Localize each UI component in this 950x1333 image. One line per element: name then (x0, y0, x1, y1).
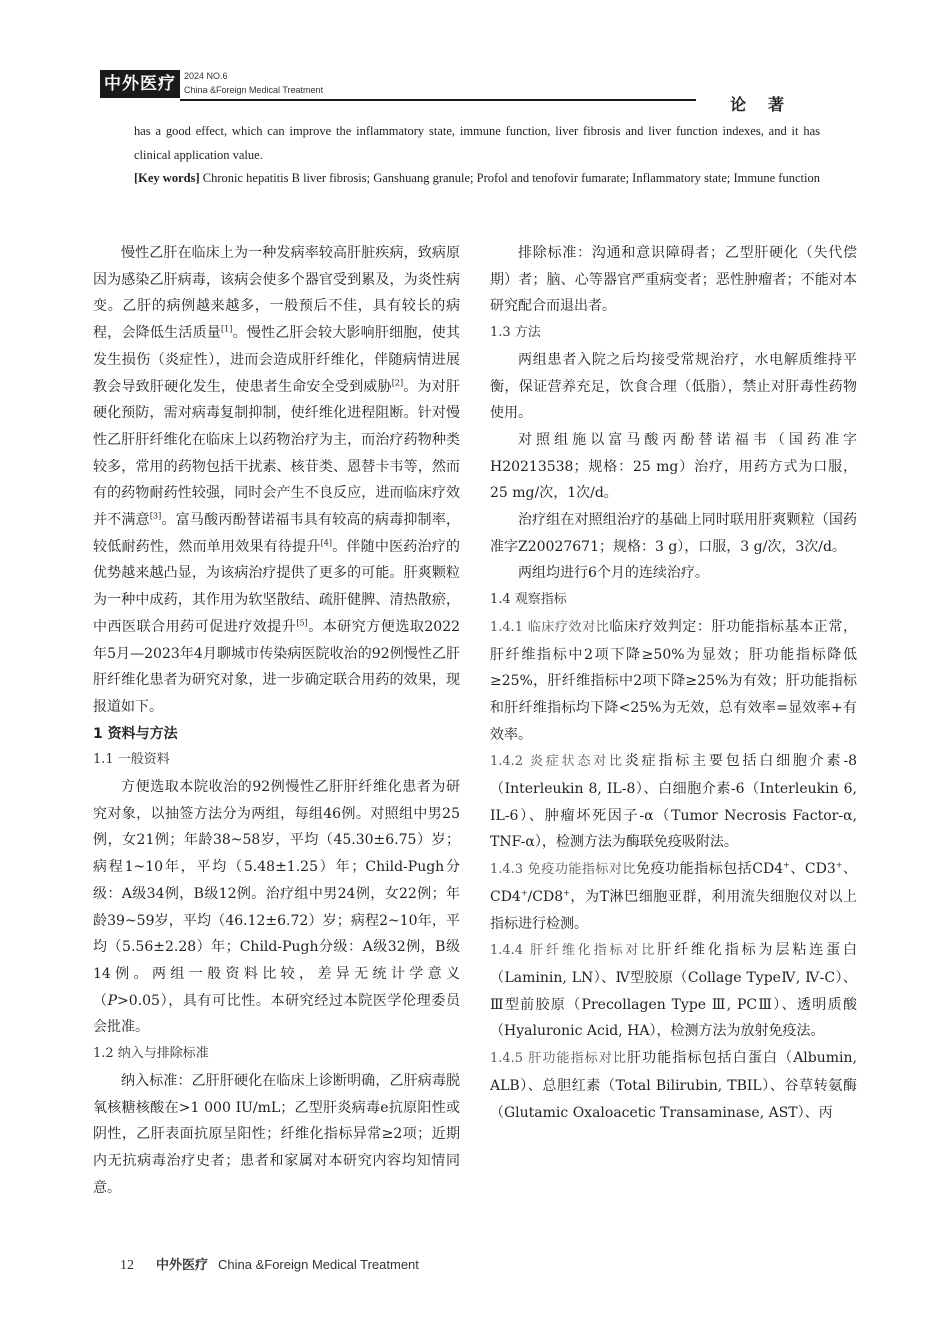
abstract-block (134, 120, 820, 191)
observation-item: 1.4.2 炎症状态对比炎症指标主要包括白细胞介素-8（Interleukin 8, IL-8）、白细胞介素-6（Interleukin 6, IL-6）、肿瘤坏死因子-α（Tumor Necrosis Factor-α, TNF-α），检测方法为酶联免疫吸附法。 (490, 753, 857, 851)
observation-item: 1.4.3 免疫功能指标对比免疫功能指标包括CD4+、CD3+、CD4+/CD8+，为T淋巴细胞亚群，利用流失细胞仪对以上指标进行检测。 (490, 860, 858, 932)
section-label: 论著 (730, 95, 807, 114)
citation[interactable]: [2] (391, 377, 404, 387)
citation[interactable]: [1] (221, 324, 233, 334)
method-paragraph: 治疗组在对照组治疗的基础上同时联用肝爽颗粒（国药准字Z20027671；规格：3 g），口服，3 g/次，3次/d。 (490, 512, 857, 555)
citation[interactable]: [4] (320, 538, 332, 548)
header-divider (180, 99, 696, 101)
footer-journal-cn: 中外医疗 (156, 1258, 209, 1273)
method-paragraph: 对照组施以富马酸丙酚替诺福韦（国药准字H20213538；规格：25 mg）治疗，用药方式为口服，25 mg/次，1次/d。 (490, 431, 857, 502)
heading-general-data: 1.1 一般资料 (93, 752, 170, 768)
inclusion-paragraph: 纳入标准：乙肝肝硬化在临床上诊断明确，乙肝病毒脱氧核糖核酸在>1 000 IU/mL；乙型肝炎病毒e抗原阳性或阴性，乙肝表面抗原呈阳性；纤维化指标异常≥2项；近期内无抗病毒治疗史者；患者和家属对本研究内容均知情同意。 (93, 1072, 460, 1196)
heading-methods: 1.3 方法 (490, 325, 541, 341)
heading-observation: 1.4 观察指标 (490, 592, 567, 608)
right-column (490, 240, 857, 1126)
observation-item: 1.4.1 临床疗效对比临床疗效判定：肝功能指标基本正常，肝纤维指标中2项下降≥50%为显效；肝功能指标降低≥25%，肝纤维指标中2项下降≥25%为有效；肝功能指标和肝纤维指标均下降<25%为无效，总有效率=显效率+有效率。 (490, 618, 857, 743)
exclusion-paragraph: 排除标准：沟通和意识障碍者；乙型肝硬化（失代偿期）者；脑、心等器官严重病变者；恶性肿瘤者；不能对本研究配合而退出者。 (490, 245, 857, 315)
abstract-text: has a good effect, which can improve the inflammatory state, immune function, liver fibrosis and liver function indexes, and it has clinical application value. (134, 124, 820, 162)
method-paragraph: 两组患者入院之后均接受常规治疗，水电解质维持平衡，保证营养充足，饮食合理（低脂），禁止对肝毒性药物使用。 (490, 351, 857, 422)
keywords-list: Chronic hepatitis B liver fibrosis; Ganshuang granule; Profol and tenofovir fumarate; Inflammatory state; Immune function (199, 171, 820, 185)
observation-item: 1.4.4 肝纤维化指标对比肝纤维化指标为层粘连蛋白（Laminin, LN）、Ⅳ型胶原（Collage TypeⅣ, Ⅳ-C）、Ⅲ型前胶原（Precollagen Type Ⅲ, PCⅢ）、透明质酸（Hyaluronic Acid, HA），检测方法为放射免疫法。 (490, 942, 857, 1040)
heading-materials-methods: 1 资料与方法 (93, 725, 178, 742)
page-header (100, 70, 830, 114)
keywords (134, 167, 820, 191)
observation-item: 1.4.5 肝功能指标对比肝功能指标包括白蛋白（Albumin, ALB）、总胆红素（Total Bilirubin, TBIL）、谷草转氨酶（Glutamic Oxaloacetic Transaminase, AST）、丙 (490, 1050, 857, 1121)
keywords-label: [Key words] (134, 171, 200, 185)
journal-logo: 中外医疗 (100, 70, 180, 98)
footer-journal-en: China &Foreign Medical Treatment (218, 1257, 419, 1272)
general-data-paragraph: 方便选取本院收治的92例慢性乙肝肝纤维化患者为研究对象，以抽签方法分为两组，每组46例。对照组中男25例，女21例；年龄38~58岁，平均（45.30±6.75）岁；病程1~10年，平均（5.48±1.25）年；Child-Pugh分级：A级34例，B级12例。治疗组中男24例，女22例；年龄39~59岁，平均（46.12±6.72）岁；病程2~10年，平均（5.56±2.28）年；Child-Pugh分级：A级32例，B级14例。两组一般资料比较，差异无统计学意义（P>0.05），具有可比性。本研究经过本院医学伦理委员会批准。 (93, 779, 460, 1036)
intro-paragraph: 慢性乙肝在临床上为一种发病率较高肝脏疾病，致病原因为感染乙肝病毒，该病会使多个器官受到累及，为炎性病变。乙肝的病例越来越多，一般预后不佳，具有较长的病程，会降低生活质量[1]。慢性乙肝会较大影响肝细胞，使其发生损伤（炎症性），进而会造成肝纤维化，伴随病情进展教会导致肝硬化发生，使患者生命安全受到威胁[2]。为对肝硬化预防，需对病毒复制抑制，使纤维化进程阻断。针对慢性乙肝肝纤维化在临床上以药物治疗为主，而治疗药物种类较多，常用的药物包括干扰素、核苷类、恩替卡韦等，然而有的药物耐药性较强，同时会产生不良反应，进而临床疗效并不满意[3]。富马酸丙酚替诺福韦具有较高的病毒抑制率，较低耐药性，然而单用效果有待提升[4]。伴随中医药治疗的优势越来越凸显，为该病治疗提供了更多的可能。肝爽颗粒为一种中成药，其作用为软坚散结、疏肝健脾、清热散瘀，中西医联合用药可促进疗效提升[5]。本研究方便选取2022年5月—2023年4月聊城市传染病医院收治的92例慢性乙肝肝纤维化患者为研究对象，进一步确定联合用药的效果，现报道如下。 (93, 245, 461, 715)
citation[interactable]: [5] (296, 618, 308, 628)
issue-number: 2024 NO.6 (184, 71, 228, 81)
method-paragraph: 两组均进行6个月的连续治疗。 (518, 565, 709, 582)
left-column (93, 240, 460, 1201)
page-footer (120, 1254, 419, 1274)
page-number: 12 (120, 1258, 134, 1273)
journal-english-title: China &Foreign Medical Treatment (184, 85, 324, 95)
citation[interactable]: [3] (149, 511, 162, 521)
heading-criteria: 1.2 纳入与排除标准 (93, 1046, 209, 1062)
